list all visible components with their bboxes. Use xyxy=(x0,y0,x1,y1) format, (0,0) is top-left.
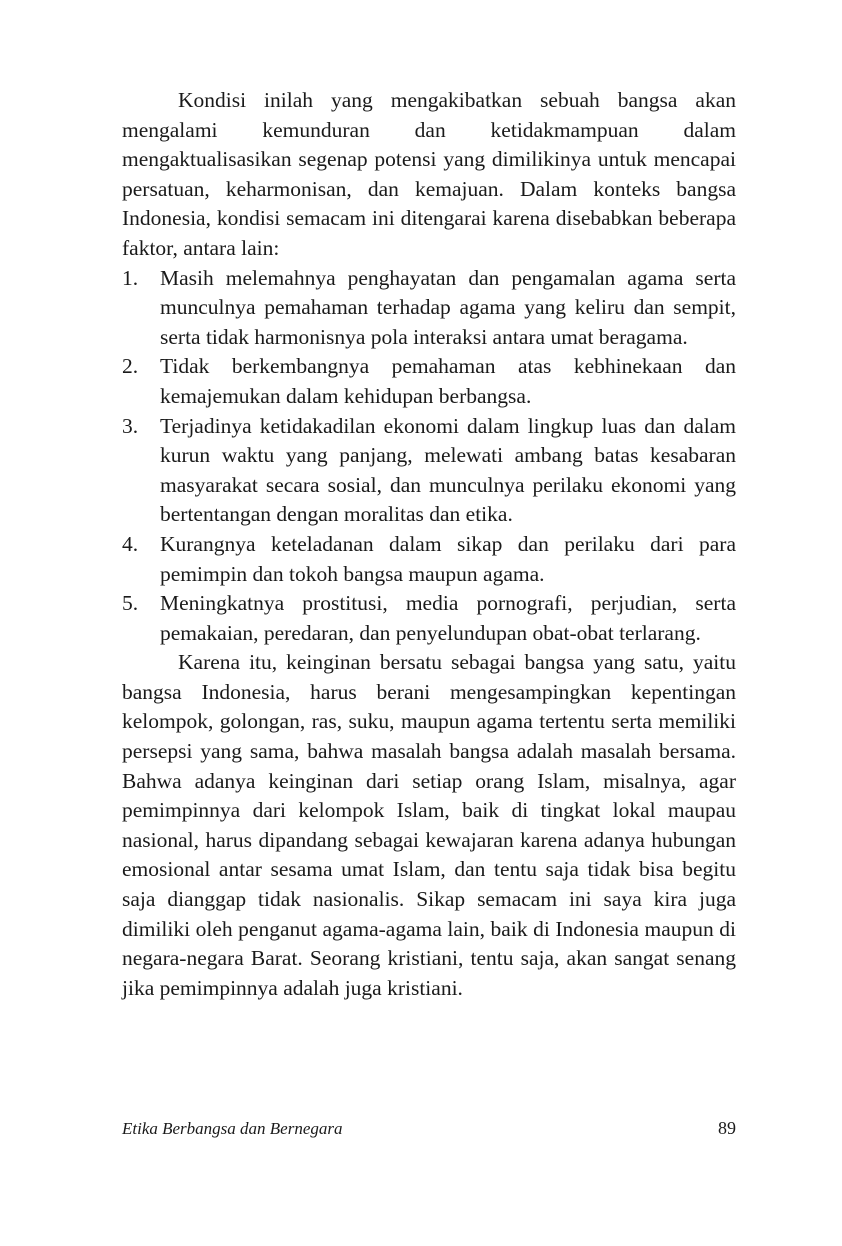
factor-list xyxy=(122,264,736,649)
running-footer-title: Etika Berbangsa dan Bernegara xyxy=(122,1119,343,1138)
page-number: 89 xyxy=(718,1118,736,1138)
list-item-text: Meningkatnya prostitusi, media pornografi, perjudian, serta pemakaian, peredaran, dan penyelundupan obat-obat terlarang. xyxy=(160,591,736,645)
paragraph-intro: Kondisi inilah yang mengakibatkan sebuah bangsa akan mengalami kemunduran dan ketidakmampuan dalam mengaktualisasikan segenap potensi yang dimilikinya untuk mencapai persatuan, keharmonisan, dan kemajuan. Dalam konteks bangsa Indonesia, kondisi semacam ini ditengarai karena disebabkan beberapa faktor, antara lain: xyxy=(122,88,736,260)
list-item-text: Kurangnya keteladanan dalam sikap dan perilaku dari para pemimpin dan tokoh bangsa maupun agama. xyxy=(160,531,736,586)
page-footer xyxy=(122,1118,736,1139)
list-item xyxy=(122,352,736,411)
list-item-text: Terjadinya ketidakadilan ekonomi dalam lingkup luas dan dalam kurun waktu yang panjang, melewati ambang batas kesabaran masyarakat secara sosial, dan munculnya perilaku ekonomi yang bertentangan dengan moralitas dan etika. xyxy=(160,413,736,527)
page-body xyxy=(122,86,736,1003)
list-item-number: 1. xyxy=(122,265,139,290)
list-item-number: 2. xyxy=(122,354,139,379)
list-item-text: Tidak berkembangnya pemahaman atas kebhinekaan dan kemajemukan dalam kehidupan berbangsa. xyxy=(160,354,736,408)
list-item xyxy=(122,264,736,353)
list-item xyxy=(122,530,736,589)
paragraph-conclusion: Karena itu, keinginan bersatu sebagai bangsa yang satu, yaitu bangsa Indonesia, harus berani mengesampingkan kepentingan kelompok, golongan, ras, suku, maupun agama tertentu serta memiliki persepsi yang sama, bahwa masalah bangsa adalah masalah bersama. Bahwa adanya keinginan dari setiap orang Islam, misalnya, agar pemimpinnya dari kelompok Islam, baik di tingkat lokal maupau nasional, harus dipandang sebagai kewajaran karena adanya hubungan emosional antar sesama umat Islam, dan tentu saja tidak bisa begitu saja dianggap tidak nasionalis. Sikap semacam ini saya kira juga dimiliki oleh penganut agama-agama lain, baik di Indonesia maupun di negara-negara Barat. Seorang kristiani, tentu saja, akan sangat senang jika pemimpinnya adalah juga kristiani. xyxy=(122,650,736,1000)
list-item-number: 4. xyxy=(122,531,139,556)
list-item xyxy=(122,589,736,648)
list-item xyxy=(122,412,736,530)
list-item-number: 5. xyxy=(122,591,139,616)
list-item-text: Masih melemahnya penghayatan dan pengamalan agama serta munculnya pemahaman terhadap agama yang keliru dan sempit, serta tidak harmonisnya pola interaksi antara umat beragama. xyxy=(160,265,736,349)
list-item-number: 3. xyxy=(122,413,139,438)
